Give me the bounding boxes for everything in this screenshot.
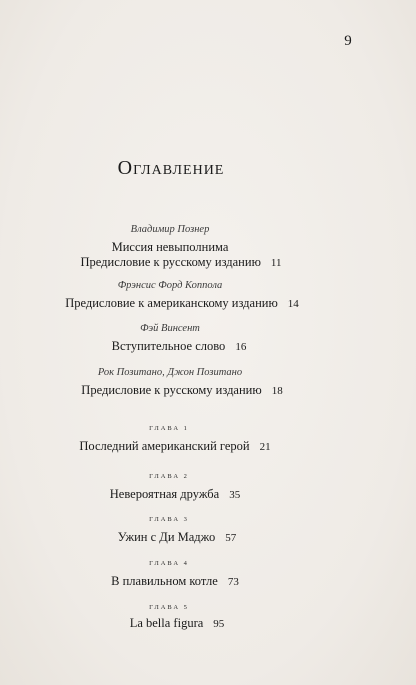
toc-entry-page: 57 [225, 532, 237, 544]
toc-entry [0, 253, 362, 271]
toc-author: Фэй Винсент [140, 323, 200, 334]
chapter-label: ГЛАВА 1 [149, 425, 189, 432]
toc-entry [0, 485, 350, 503]
toc-author: Фрэнсис Форд Коппола [117, 280, 223, 291]
toc-entry-title: В плавильном котле [111, 574, 218, 588]
toc-entry-page: 21 [259, 441, 271, 453]
toc-entry-page: 18 [271, 385, 283, 397]
chapter-label: ГЛАВА 5 [149, 604, 189, 611]
toc-entry-title: Невероятная дружба [109, 487, 220, 501]
page-title: Оглавление [117, 157, 225, 179]
toc-entry [0, 381, 364, 399]
toc-entry [0, 337, 358, 355]
page-number: 9 [344, 33, 352, 49]
toc-entry [0, 528, 354, 546]
chapter-label: ГЛАВА 2 [149, 473, 189, 480]
chapter-label: ГЛАВА 3 [149, 516, 189, 523]
toc-entry-page: 11 [270, 257, 282, 269]
toc-author: Рок Позитано, Джон Позитано [97, 367, 243, 378]
toc-entry [0, 437, 350, 455]
toc-entry-page: 14 [287, 298, 299, 310]
toc-entry-subtitle: Миссия невыполнима [111, 240, 229, 254]
toc-entry [0, 294, 364, 312]
toc-entry-title: Последний американский герой [79, 439, 250, 453]
toc-entry-title: Предисловие к русскому изданию [81, 383, 262, 397]
toc-entry-title: Предисловие к русскому изданию [80, 255, 261, 269]
toc-entry-title: Предисловие к американскому изданию [65, 296, 278, 310]
toc-entry-page: 35 [229, 489, 241, 501]
toc-entry-page: 73 [227, 576, 239, 588]
toc-entry-title: Вступительное слово [111, 339, 226, 353]
toc-entry-page: 16 [235, 341, 247, 353]
chapter-label: ГЛАВА 4 [149, 560, 189, 567]
toc-entry [0, 572, 350, 590]
toc-entry-page: 95 [213, 618, 225, 630]
toc-entry [0, 614, 354, 632]
toc-entry-title: Ужин с Ди Маджо [117, 530, 216, 544]
toc-entry-title: La bella figura [129, 616, 204, 630]
toc-author: Владимир Познер [130, 224, 210, 235]
